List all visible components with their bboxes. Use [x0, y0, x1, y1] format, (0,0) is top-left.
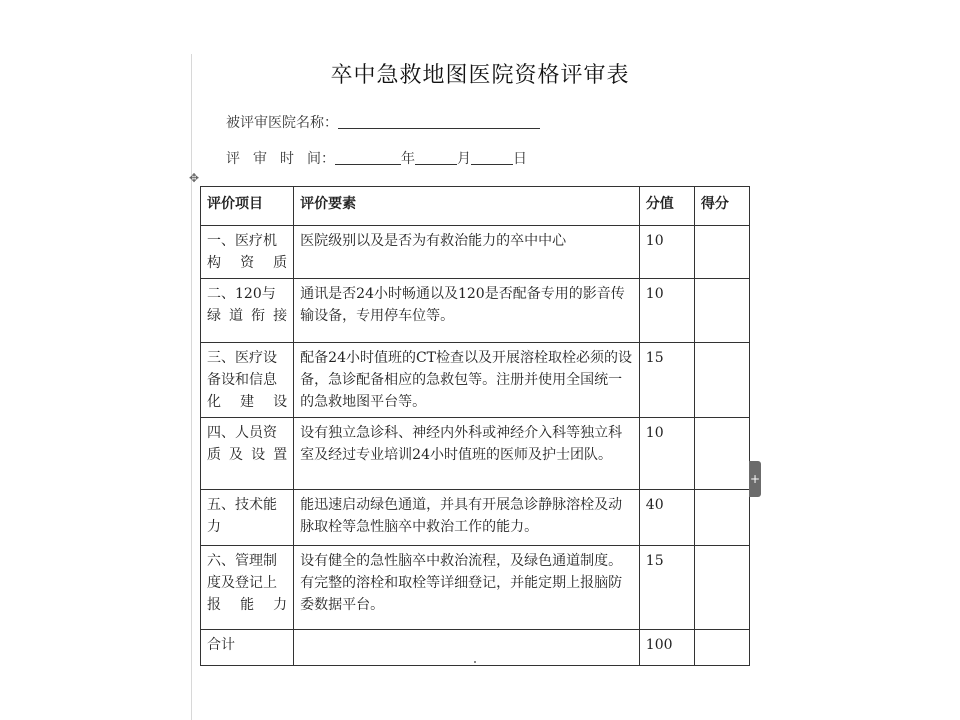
row-item: 三、医疗设备设和信息化建设: [201, 343, 294, 418]
header-score: 分值: [639, 187, 694, 226]
hospital-name-field: [226, 112, 540, 132]
row-item: 二、120与绿道衔接: [201, 279, 294, 343]
year-label: 年: [401, 151, 415, 167]
row-got[interactable]: [694, 546, 749, 630]
table-row: [201, 343, 750, 418]
table-row: [201, 546, 750, 630]
total-label: 合计: [201, 630, 294, 666]
row-element: 能迅速启动绿色通道，并具有开展急诊静脉溶栓及动脉取栓等急性脑卒中救治工作的能力。: [294, 490, 640, 546]
row-element: 设有健全的急性脑卒中救治流程，及绿色通道制度。有完整的溶栓和取栓等详细登记，并能定期上报脑防委数据平台。: [294, 546, 640, 630]
row-element: 配备24小时值班的CT检查以及开展溶栓取栓必须的设备，急诊配备相应的急救包等。注册并使用全国统一的急救地图平台等。: [294, 343, 640, 418]
total-element: [294, 630, 640, 666]
month-label: 月: [457, 151, 471, 167]
row-score: 15: [639, 546, 694, 630]
header-got: 得分: [694, 187, 749, 226]
row-got[interactable]: [694, 490, 749, 546]
header-element: 评价要素: [294, 187, 640, 226]
table-header-row: [201, 187, 750, 226]
row-element: 通讯是否24小时畅通以及120是否配备专用的影音传输设备，专用停车位等。: [294, 279, 640, 343]
row-item: 一、医疗机构资质: [201, 226, 294, 279]
cursor-dot: [474, 661, 476, 663]
row-got[interactable]: [694, 343, 749, 418]
time-label-char-2: 审: [253, 151, 280, 167]
table-row: [201, 279, 750, 343]
row-score: 10: [639, 279, 694, 343]
day-blank[interactable]: [471, 150, 513, 165]
evaluation-table: [200, 186, 750, 666]
time-label-char-3: 时: [280, 151, 307, 167]
review-time-field: [226, 148, 527, 168]
row-got[interactable]: [694, 279, 749, 343]
row-element: 设有独立急诊科、神经内外科或神经介入科等独立科室及经过专业培训24小时值班的医师及护士团队。: [294, 418, 640, 490]
row-got[interactable]: [694, 226, 749, 279]
row-item: 四、人员资质及设置: [201, 418, 294, 490]
row-element: 医院级别以及是否为有救治能力的卒中中心: [294, 226, 640, 279]
hospital-name-blank[interactable]: [338, 114, 540, 129]
table-row: [201, 490, 750, 546]
hospital-name-label: 被评审医院名称：: [226, 115, 338, 131]
document-title: 卒中急救地图医院资格评审表: [330, 63, 630, 88]
row-item: 五、技术能力: [201, 490, 294, 546]
row-score: 15: [639, 343, 694, 418]
table-row: [201, 418, 750, 490]
row-got[interactable]: [694, 418, 749, 490]
row-score: 10: [639, 418, 694, 490]
add-column-plus-icon[interactable]: +: [749, 461, 761, 497]
time-label-char-1: 评: [226, 151, 253, 167]
page-edge: [191, 54, 192, 720]
row-score: 40: [639, 490, 694, 546]
row-score: 10: [639, 226, 694, 279]
table-move-handle-icon[interactable]: ✥: [189, 171, 200, 185]
time-label-char-4: 间：: [307, 151, 335, 167]
total-score: 100: [639, 630, 694, 666]
total-got[interactable]: [694, 630, 749, 666]
month-blank[interactable]: [415, 150, 457, 165]
row-item: 六、管理制度及登记上报能力: [201, 546, 294, 630]
year-blank[interactable]: [335, 150, 401, 165]
day-label: 日: [513, 151, 527, 167]
header-item: 评价项目: [201, 187, 294, 226]
table-row: [201, 226, 750, 279]
